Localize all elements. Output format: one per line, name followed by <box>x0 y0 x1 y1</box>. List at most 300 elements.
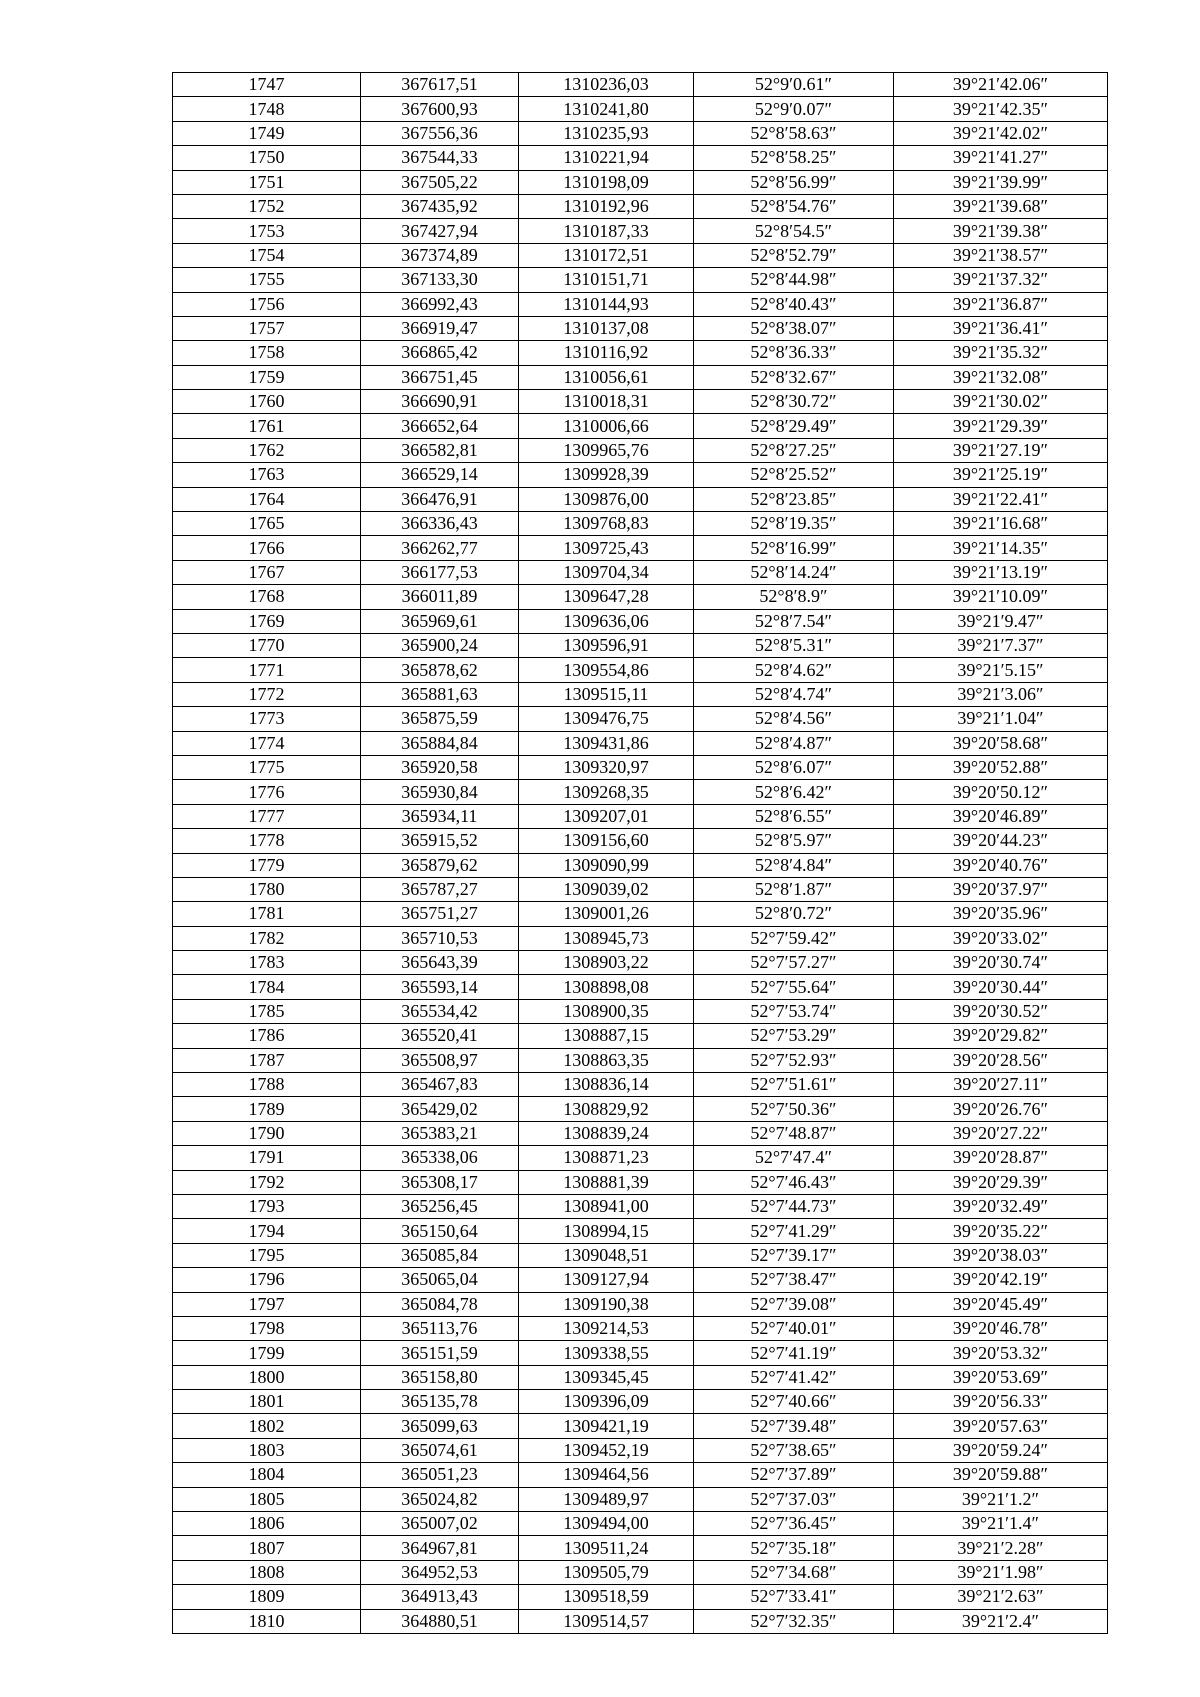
point-number-cell: 1750 <box>173 146 361 170</box>
y-coordinate-cell: 1310137,08 <box>519 316 694 340</box>
longitude-cell: 39°21′1.98″ <box>894 1560 1108 1584</box>
longitude-cell: 39°20′45.49″ <box>894 1292 1108 1316</box>
y-coordinate-cell: 1310235,93 <box>519 121 694 145</box>
x-coordinate-cell: 365007,02 <box>361 1512 519 1536</box>
y-coordinate-cell: 1310236,03 <box>519 73 694 97</box>
latitude-cell: 52°7′46.43″ <box>694 1170 894 1194</box>
latitude-cell: 52°8′54.5″ <box>694 219 894 243</box>
longitude-cell: 39°21′25.19″ <box>894 463 1108 487</box>
point-number-cell: 1787 <box>173 1048 361 1072</box>
point-number-cell: 1807 <box>173 1536 361 1560</box>
longitude-cell: 39°20′27.22″ <box>894 1121 1108 1145</box>
y-coordinate-cell: 1309156,60 <box>519 829 694 853</box>
latitude-cell: 52°8′1.87″ <box>694 877 894 901</box>
x-coordinate-cell: 365113,76 <box>361 1316 519 1340</box>
x-coordinate-cell: 365150,64 <box>361 1219 519 1243</box>
longitude-cell: 39°20′27.11″ <box>894 1073 1108 1097</box>
point-number-cell: 1793 <box>173 1194 361 1218</box>
latitude-cell: 52°7′51.61″ <box>694 1073 894 1097</box>
point-number-cell: 1754 <box>173 243 361 267</box>
longitude-cell: 39°21′36.41″ <box>894 316 1108 340</box>
table-row <box>173 414 1108 438</box>
table-row <box>173 1219 1108 1243</box>
latitude-cell: 52°8′6.42″ <box>694 780 894 804</box>
x-coordinate-cell: 367544,33 <box>361 146 519 170</box>
longitude-cell: 39°20′33.02″ <box>894 926 1108 950</box>
latitude-cell: 52°7′36.45″ <box>694 1512 894 1536</box>
x-coordinate-cell: 367600,93 <box>361 97 519 121</box>
table-row <box>173 243 1108 267</box>
table-row <box>173 609 1108 633</box>
x-coordinate-cell: 364952,53 <box>361 1560 519 1584</box>
point-number-cell: 1771 <box>173 658 361 682</box>
latitude-cell: 52°7′41.42″ <box>694 1365 894 1389</box>
y-coordinate-cell: 1309928,39 <box>519 463 694 487</box>
latitude-cell: 52°7′39.17″ <box>694 1243 894 1267</box>
point-number-cell: 1798 <box>173 1316 361 1340</box>
point-number-cell: 1791 <box>173 1146 361 1170</box>
latitude-cell: 52°7′40.01″ <box>694 1316 894 1340</box>
longitude-cell: 39°20′57.63″ <box>894 1414 1108 1438</box>
x-coordinate-cell: 365751,27 <box>361 902 519 926</box>
table-row <box>173 390 1108 414</box>
point-number-cell: 1767 <box>173 560 361 584</box>
longitude-cell: 39°20′59.24″ <box>894 1438 1108 1462</box>
y-coordinate-cell: 1309647,28 <box>519 585 694 609</box>
x-coordinate-cell: 365881,63 <box>361 682 519 706</box>
point-number-cell: 1783 <box>173 951 361 975</box>
table-row <box>173 1512 1108 1536</box>
table-row <box>173 682 1108 706</box>
x-coordinate-cell: 365520,41 <box>361 1024 519 1048</box>
longitude-cell: 39°21′5.15″ <box>894 658 1108 682</box>
y-coordinate-cell: 1309515,11 <box>519 682 694 706</box>
table-row <box>173 536 1108 560</box>
point-number-cell: 1802 <box>173 1414 361 1438</box>
point-number-cell: 1749 <box>173 121 361 145</box>
point-number-cell: 1763 <box>173 463 361 487</box>
table-row <box>173 975 1108 999</box>
latitude-cell: 52°8′38.07″ <box>694 316 894 340</box>
x-coordinate-cell: 366529,14 <box>361 463 519 487</box>
x-coordinate-cell: 365135,78 <box>361 1390 519 1414</box>
point-number-cell: 1792 <box>173 1170 361 1194</box>
point-number-cell: 1803 <box>173 1438 361 1462</box>
table-row <box>173 341 1108 365</box>
longitude-cell: 39°21′2.63″ <box>894 1585 1108 1609</box>
y-coordinate-cell: 1310198,09 <box>519 170 694 194</box>
point-number-cell: 1790 <box>173 1121 361 1145</box>
y-coordinate-cell: 1309090,99 <box>519 853 694 877</box>
point-number-cell: 1785 <box>173 999 361 1023</box>
table-row <box>173 731 1108 755</box>
x-coordinate-cell: 365878,62 <box>361 658 519 682</box>
latitude-cell: 52°8′4.62″ <box>694 658 894 682</box>
latitude-cell: 52°8′23.85″ <box>694 487 894 511</box>
y-coordinate-cell: 1309320,97 <box>519 755 694 779</box>
table-row <box>173 1609 1108 1633</box>
x-coordinate-cell: 365920,58 <box>361 755 519 779</box>
y-coordinate-cell: 1309039,02 <box>519 877 694 901</box>
latitude-cell: 52°8′4.84″ <box>694 853 894 877</box>
longitude-cell: 39°21′9.47″ <box>894 609 1108 633</box>
latitude-cell: 52°7′35.18″ <box>694 1536 894 1560</box>
table-row <box>173 707 1108 731</box>
x-coordinate-cell: 367133,30 <box>361 268 519 292</box>
longitude-cell: 39°21′32.08″ <box>894 365 1108 389</box>
x-coordinate-cell: 366690,91 <box>361 390 519 414</box>
longitude-cell: 39°21′42.35″ <box>894 97 1108 121</box>
latitude-cell: 52°8′4.74″ <box>694 682 894 706</box>
point-number-cell: 1781 <box>173 902 361 926</box>
x-coordinate-cell: 365308,17 <box>361 1170 519 1194</box>
x-coordinate-cell: 366652,64 <box>361 414 519 438</box>
latitude-cell: 52°8′36.33″ <box>694 341 894 365</box>
table-row <box>173 1463 1108 1487</box>
table-row <box>173 1585 1108 1609</box>
y-coordinate-cell: 1308839,24 <box>519 1121 694 1145</box>
x-coordinate-cell: 365787,27 <box>361 877 519 901</box>
point-number-cell: 1773 <box>173 707 361 731</box>
longitude-cell: 39°21′14.35″ <box>894 536 1108 560</box>
point-number-cell: 1804 <box>173 1463 361 1487</box>
y-coordinate-cell: 1310172,51 <box>519 243 694 267</box>
latitude-cell: 52°7′39.48″ <box>694 1414 894 1438</box>
longitude-cell: 39°21′41.27″ <box>894 146 1108 170</box>
longitude-cell: 39°21′1.2″ <box>894 1487 1108 1511</box>
table-row <box>173 1097 1108 1121</box>
point-number-cell: 1786 <box>173 1024 361 1048</box>
x-coordinate-cell: 365593,14 <box>361 975 519 999</box>
point-number-cell: 1788 <box>173 1073 361 1097</box>
y-coordinate-cell: 1309421,19 <box>519 1414 694 1438</box>
table-row <box>173 877 1108 901</box>
x-coordinate-cell: 367556,36 <box>361 121 519 145</box>
table-row <box>173 1243 1108 1267</box>
y-coordinate-cell: 1309554,86 <box>519 658 694 682</box>
x-coordinate-cell: 365065,04 <box>361 1268 519 1292</box>
x-coordinate-cell: 365930,84 <box>361 780 519 804</box>
table-row <box>173 438 1108 462</box>
longitude-cell: 39°21′38.57″ <box>894 243 1108 267</box>
x-coordinate-cell: 365969,61 <box>361 609 519 633</box>
x-coordinate-cell: 364880,51 <box>361 1609 519 1633</box>
point-number-cell: 1797 <box>173 1292 361 1316</box>
table-row <box>173 853 1108 877</box>
y-coordinate-cell: 1309001,26 <box>519 902 694 926</box>
point-number-cell: 1799 <box>173 1341 361 1365</box>
table-row <box>173 1560 1108 1584</box>
longitude-cell: 39°21′42.02″ <box>894 121 1108 145</box>
latitude-cell: 52°8′44.98″ <box>694 268 894 292</box>
table-row <box>173 999 1108 1023</box>
point-number-cell: 1747 <box>173 73 361 97</box>
y-coordinate-cell: 1309190,38 <box>519 1292 694 1316</box>
longitude-cell: 39°21′39.38″ <box>894 219 1108 243</box>
table-row <box>173 121 1108 145</box>
latitude-cell: 52°8′5.97″ <box>694 829 894 853</box>
latitude-cell: 52°7′59.42″ <box>694 926 894 950</box>
longitude-cell: 39°20′44.23″ <box>894 829 1108 853</box>
table-row <box>173 487 1108 511</box>
y-coordinate-cell: 1309494,00 <box>519 1512 694 1536</box>
table-row <box>173 926 1108 950</box>
x-coordinate-cell: 365085,84 <box>361 1243 519 1267</box>
longitude-cell: 39°20′42.19″ <box>894 1268 1108 1292</box>
point-number-cell: 1769 <box>173 609 361 633</box>
table-row <box>173 1536 1108 1560</box>
point-number-cell: 1810 <box>173 1609 361 1633</box>
table-row <box>173 585 1108 609</box>
table-row <box>173 1390 1108 1414</box>
latitude-cell: 52°8′32.67″ <box>694 365 894 389</box>
longitude-cell: 39°21′1.04″ <box>894 707 1108 731</box>
latitude-cell: 52°8′29.49″ <box>694 414 894 438</box>
y-coordinate-cell: 1309489,97 <box>519 1487 694 1511</box>
longitude-cell: 39°20′40.76″ <box>894 853 1108 877</box>
longitude-cell: 39°21′13.19″ <box>894 560 1108 584</box>
y-coordinate-cell: 1310192,96 <box>519 194 694 218</box>
longitude-cell: 39°21′16.68″ <box>894 512 1108 536</box>
point-number-cell: 1757 <box>173 316 361 340</box>
y-coordinate-cell: 1309268,35 <box>519 780 694 804</box>
longitude-cell: 39°20′53.69″ <box>894 1365 1108 1389</box>
table-row <box>173 902 1108 926</box>
point-number-cell: 1755 <box>173 268 361 292</box>
y-coordinate-cell: 1308836,14 <box>519 1073 694 1097</box>
point-number-cell: 1752 <box>173 194 361 218</box>
point-number-cell: 1809 <box>173 1585 361 1609</box>
x-coordinate-cell: 365884,84 <box>361 731 519 755</box>
longitude-cell: 39°20′35.96″ <box>894 902 1108 926</box>
y-coordinate-cell: 1308829,92 <box>519 1097 694 1121</box>
longitude-cell: 39°20′56.33″ <box>894 1390 1108 1414</box>
table-row <box>173 633 1108 657</box>
table-row <box>173 1048 1108 1072</box>
y-coordinate-cell: 1309725,43 <box>519 536 694 560</box>
latitude-cell: 52°7′38.65″ <box>694 1438 894 1462</box>
table-row <box>173 1073 1108 1097</box>
y-coordinate-cell: 1308887,15 <box>519 1024 694 1048</box>
x-coordinate-cell: 365338,06 <box>361 1146 519 1170</box>
y-coordinate-cell: 1310116,92 <box>519 341 694 365</box>
point-number-cell: 1777 <box>173 804 361 828</box>
table-row <box>173 1170 1108 1194</box>
latitude-cell: 52°7′34.68″ <box>694 1560 894 1584</box>
longitude-cell: 39°21′30.02″ <box>894 390 1108 414</box>
x-coordinate-cell: 365900,24 <box>361 633 519 657</box>
longitude-cell: 39°21′27.19″ <box>894 438 1108 462</box>
latitude-cell: 52°7′55.64″ <box>694 975 894 999</box>
longitude-cell: 39°20′30.44″ <box>894 975 1108 999</box>
y-coordinate-cell: 1309596,91 <box>519 633 694 657</box>
table-row <box>173 1487 1108 1511</box>
latitude-cell: 52°7′40.66″ <box>694 1390 894 1414</box>
table-row <box>173 1024 1108 1048</box>
x-coordinate-cell: 367617,51 <box>361 73 519 97</box>
y-coordinate-cell: 1309396,09 <box>519 1390 694 1414</box>
latitude-cell: 52°8′52.79″ <box>694 243 894 267</box>
latitude-cell: 52°7′52.93″ <box>694 1048 894 1072</box>
point-number-cell: 1764 <box>173 487 361 511</box>
y-coordinate-cell: 1309768,83 <box>519 512 694 536</box>
longitude-cell: 39°21′2.28″ <box>894 1536 1108 1560</box>
latitude-cell: 52°7′32.35″ <box>694 1609 894 1633</box>
longitude-cell: 39°20′28.56″ <box>894 1048 1108 1072</box>
x-coordinate-cell: 367435,92 <box>361 194 519 218</box>
table-row <box>173 97 1108 121</box>
point-number-cell: 1748 <box>173 97 361 121</box>
x-coordinate-cell: 365879,62 <box>361 853 519 877</box>
latitude-cell: 52°8′6.07″ <box>694 755 894 779</box>
y-coordinate-cell: 1309214,53 <box>519 1316 694 1340</box>
table-row <box>173 146 1108 170</box>
latitude-cell: 52°8′40.43″ <box>694 292 894 316</box>
latitude-cell: 52°8′5.31″ <box>694 633 894 657</box>
x-coordinate-cell: 365051,23 <box>361 1463 519 1487</box>
latitude-cell: 52°8′4.87″ <box>694 731 894 755</box>
point-number-cell: 1774 <box>173 731 361 755</box>
latitude-cell: 52°8′58.25″ <box>694 146 894 170</box>
longitude-cell: 39°20′35.22″ <box>894 1219 1108 1243</box>
x-coordinate-cell: 366262,77 <box>361 536 519 560</box>
table-row <box>173 1365 1108 1389</box>
y-coordinate-cell: 1309338,55 <box>519 1341 694 1365</box>
table-row <box>173 268 1108 292</box>
latitude-cell: 52°7′33.41″ <box>694 1585 894 1609</box>
latitude-cell: 52°8′58.63″ <box>694 121 894 145</box>
table-row <box>173 1438 1108 1462</box>
latitude-cell: 52°7′38.47″ <box>694 1268 894 1292</box>
y-coordinate-cell: 1310006,66 <box>519 414 694 438</box>
coordinates-table-body <box>173 73 1108 1634</box>
table-row <box>173 829 1108 853</box>
point-number-cell: 1756 <box>173 292 361 316</box>
x-coordinate-cell: 366865,42 <box>361 341 519 365</box>
table-row <box>173 951 1108 975</box>
latitude-cell: 52°7′37.89″ <box>694 1463 894 1487</box>
latitude-cell: 52°7′41.29″ <box>694 1219 894 1243</box>
y-coordinate-cell: 1308903,22 <box>519 951 694 975</box>
x-coordinate-cell: 364967,81 <box>361 1536 519 1560</box>
point-number-cell: 1794 <box>173 1219 361 1243</box>
y-coordinate-cell: 1310144,93 <box>519 292 694 316</box>
x-coordinate-cell: 365024,82 <box>361 1487 519 1511</box>
table-row <box>173 1268 1108 1292</box>
longitude-cell: 39°21′1.4″ <box>894 1512 1108 1536</box>
longitude-cell: 39°20′37.97″ <box>894 877 1108 901</box>
longitude-cell: 39°21′2.4″ <box>894 1609 1108 1633</box>
x-coordinate-cell: 365084,78 <box>361 1292 519 1316</box>
table-row <box>173 194 1108 218</box>
latitude-cell: 52°7′39.08″ <box>694 1292 894 1316</box>
longitude-cell: 39°20′53.32″ <box>894 1341 1108 1365</box>
point-number-cell: 1780 <box>173 877 361 901</box>
point-number-cell: 1779 <box>173 853 361 877</box>
longitude-cell: 39°20′29.39″ <box>894 1170 1108 1194</box>
x-coordinate-cell: 365074,61 <box>361 1438 519 1462</box>
latitude-cell: 52°7′37.03″ <box>694 1487 894 1511</box>
table-row <box>173 1341 1108 1365</box>
point-number-cell: 1772 <box>173 682 361 706</box>
latitude-cell: 52°8′16.99″ <box>694 536 894 560</box>
x-coordinate-cell: 365158,80 <box>361 1365 519 1389</box>
table-row <box>173 512 1108 536</box>
y-coordinate-cell: 1308994,15 <box>519 1219 694 1243</box>
y-coordinate-cell: 1309511,24 <box>519 1536 694 1560</box>
table-row <box>173 1414 1108 1438</box>
longitude-cell: 39°20′30.52″ <box>894 999 1108 1023</box>
point-number-cell: 1800 <box>173 1365 361 1389</box>
point-number-cell: 1759 <box>173 365 361 389</box>
latitude-cell: 52°8′19.35″ <box>694 512 894 536</box>
table-row <box>173 365 1108 389</box>
latitude-cell: 52°8′8.9″ <box>694 585 894 609</box>
point-number-cell: 1776 <box>173 780 361 804</box>
x-coordinate-cell: 365915,52 <box>361 829 519 853</box>
point-number-cell: 1775 <box>173 755 361 779</box>
y-coordinate-cell: 1309048,51 <box>519 1243 694 1267</box>
longitude-cell: 39°20′59.88″ <box>894 1463 1108 1487</box>
point-number-cell: 1762 <box>173 438 361 462</box>
latitude-cell: 52°8′25.52″ <box>694 463 894 487</box>
point-number-cell: 1796 <box>173 1268 361 1292</box>
latitude-cell: 52°7′44.73″ <box>694 1194 894 1218</box>
latitude-cell: 52°8′7.54″ <box>694 609 894 633</box>
y-coordinate-cell: 1308881,39 <box>519 1170 694 1194</box>
latitude-cell: 52°8′0.72″ <box>694 902 894 926</box>
longitude-cell: 39°21′10.09″ <box>894 585 1108 609</box>
y-coordinate-cell: 1310241,80 <box>519 97 694 121</box>
point-number-cell: 1784 <box>173 975 361 999</box>
x-coordinate-cell: 366011,89 <box>361 585 519 609</box>
longitude-cell: 39°20′29.82″ <box>894 1024 1108 1048</box>
x-coordinate-cell: 365875,59 <box>361 707 519 731</box>
x-coordinate-cell: 365151,59 <box>361 1341 519 1365</box>
latitude-cell: 52°9′0.07″ <box>694 97 894 121</box>
point-number-cell: 1795 <box>173 1243 361 1267</box>
x-coordinate-cell: 365256,45 <box>361 1194 519 1218</box>
latitude-cell: 52°8′27.25″ <box>694 438 894 462</box>
y-coordinate-cell: 1309704,34 <box>519 560 694 584</box>
y-coordinate-cell: 1309127,94 <box>519 1268 694 1292</box>
point-number-cell: 1765 <box>173 512 361 536</box>
x-coordinate-cell: 366992,43 <box>361 292 519 316</box>
table-row <box>173 755 1108 779</box>
y-coordinate-cell: 1309965,76 <box>519 438 694 462</box>
latitude-cell: 52°7′41.19″ <box>694 1341 894 1365</box>
longitude-cell: 39°21′3.06″ <box>894 682 1108 706</box>
x-coordinate-cell: 366582,81 <box>361 438 519 462</box>
table-row <box>173 170 1108 194</box>
y-coordinate-cell: 1310151,71 <box>519 268 694 292</box>
table-row <box>173 804 1108 828</box>
y-coordinate-cell: 1310221,94 <box>519 146 694 170</box>
y-coordinate-cell: 1308871,23 <box>519 1146 694 1170</box>
longitude-cell: 39°20′38.03″ <box>894 1243 1108 1267</box>
latitude-cell: 52°9′0.61″ <box>694 73 894 97</box>
x-coordinate-cell: 366177,53 <box>361 560 519 584</box>
table-row <box>173 316 1108 340</box>
point-number-cell: 1760 <box>173 390 361 414</box>
y-coordinate-cell: 1309876,00 <box>519 487 694 511</box>
x-coordinate-cell: 365508,97 <box>361 1048 519 1072</box>
table-row <box>173 73 1108 97</box>
point-number-cell: 1789 <box>173 1097 361 1121</box>
table-row <box>173 780 1108 804</box>
point-number-cell: 1766 <box>173 536 361 560</box>
latitude-cell: 52°7′53.74″ <box>694 999 894 1023</box>
